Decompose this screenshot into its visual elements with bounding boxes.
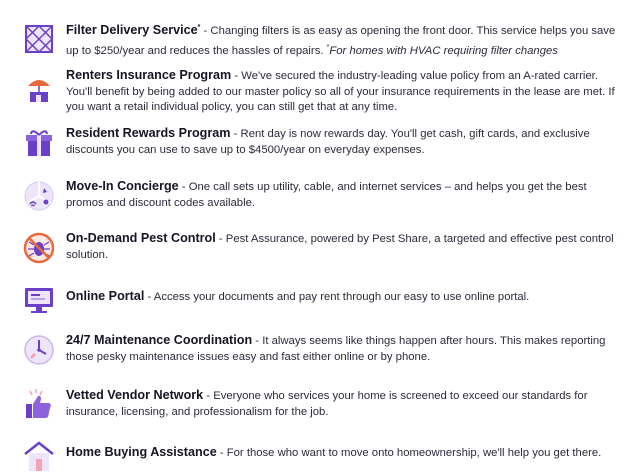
service-text: On-Demand Pest Control - Pest Assurance, powered by Pest Share, a targeted and effective pest control solution.	[66, 231, 614, 261]
gift-icon	[22, 126, 56, 160]
service-description: Everyone who services your home is screened to exceed our standards for insurance, licensing, and professionalism for the job.	[66, 390, 588, 418]
service-text: Home Buying Assistance - For those who want to move onto homeownership, we'll help you get there.	[66, 445, 602, 459]
service-text: Move-In Concierge - One call sets up utility, cable, and internet services – and helps you get the best promos and discount codes available.	[66, 179, 587, 209]
service-description: Rent day is now rewards day. You'll get cash, gift cards, and exclusive discounts you can use to save up to $4500/year on everyday expenses.	[66, 128, 590, 156]
service-title: Online Portal	[66, 289, 145, 303]
service-title: Resident Rewards Program	[66, 126, 231, 140]
service-description: Changing filters is as easy as opening the front door. This service helps you save up to $250/year and reduces the hassles of repairs.	[66, 25, 616, 57]
service-text: Online Portal - Access your documents and pay rent through our easy to use online portal.	[66, 289, 530, 303]
service-title: Home Buying Assistance	[66, 445, 217, 459]
service-title: Vetted Vendor Network	[66, 388, 204, 402]
clock-icon	[22, 333, 56, 367]
umbrella-house-icon	[22, 72, 56, 106]
service-text: Filter Delivery Service* - Changing filters is as easy as opening the front door. This service helps you save up to $250/year and reduces the hassles of repairs. *For homes with HVAC requiring filter changes	[66, 23, 616, 57]
service-description: One call sets up utility, cable, and internet services – and helps you get the best promos and discount codes available.	[66, 181, 587, 209]
service-title: 24/7 Maintenance Coordination	[66, 333, 253, 347]
service-description: We've secured the industry-leading value policy from an A-rated carrier. You'll benefit by being added to our master policy so all of your insurance requirements in the lease are met. If you want a retail individual policy, you can still get that at any time.	[66, 70, 615, 113]
service-title: Filter Delivery Service*	[66, 23, 201, 37]
computer-icon	[22, 283, 56, 317]
service-text: 24/7 Maintenance Coordination - It always seems like things happen after hours. This makes reporting those pesky maintenance issues easy and fast either online or by phone.	[66, 333, 606, 363]
service-text: Resident Rewards Program - Rent day is now rewards day. You'll get cash, gift cards, and exclusive discounts you can use to save up to $4500/year on everyday expenses.	[66, 126, 590, 156]
no-pest-icon	[22, 231, 56, 265]
service-title: Renters Insurance Program	[66, 68, 232, 82]
service-text: Vetted Vendor Network - Everyone who services your home is screened to exceed our standards for insurance, licensing, and professionalism for the job.	[66, 388, 588, 418]
service-title: On-Demand Pest Control	[66, 231, 216, 245]
service-description: It always seems like things happen after hours. This makes reporting those pesky maintenance issues easy and fast either online or by phone.	[66, 335, 606, 363]
service-note: For homes with HVAC requiring filter changes	[329, 44, 558, 57]
service-title: Move-In Concierge	[66, 179, 179, 193]
concierge-icon	[22, 179, 56, 213]
service-description: Access your documents and pay rent through our easy to use online portal.	[153, 291, 530, 303]
thumbs-up-icon	[22, 388, 56, 422]
filter-icon	[22, 22, 56, 56]
service-description: Pest Assurance, powered by Pest Share, a targeted and effective pest control solution.	[66, 233, 614, 261]
home-icon	[22, 439, 56, 473]
service-description: For those who want to move onto homeownership, we'll help you get there.	[226, 447, 602, 459]
service-text: Renters Insurance Program - We've secured the industry-leading value policy from an A-rated carrier. You'll benefit by being added to our master policy so all of your insurance requirements in the lease are met. If you want a retail individual policy, you can still get that at any time.	[66, 68, 615, 113]
